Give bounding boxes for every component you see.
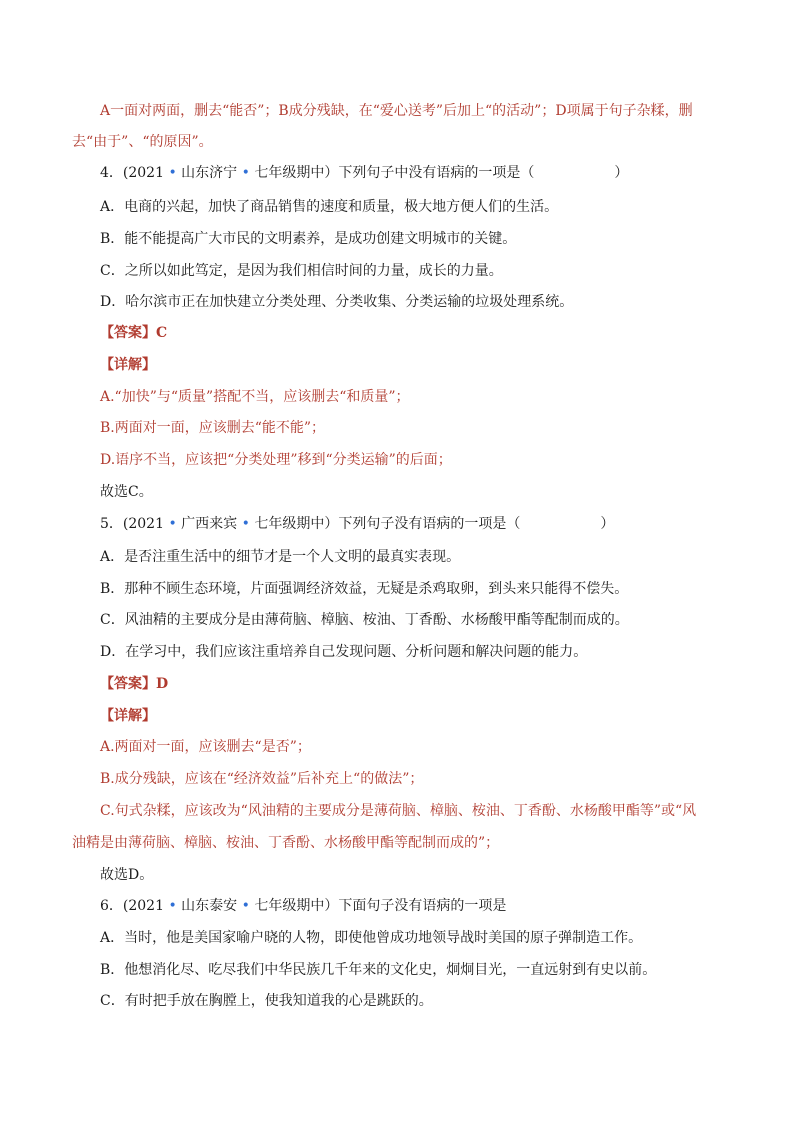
q4-dot-2: • (241, 165, 250, 181)
q4-answer: 【答案】C (100, 325, 168, 341)
q4-option-a: A．电商的兴起，加快了商品销售的速度和质量，极大地方便人们的生活。 (100, 199, 559, 215)
q5-option-c: C．风油精的主要成分是由薄荷脑、樟脑、桉油、丁香酚、水杨酸甲酯等配制而成的。 (100, 612, 629, 628)
intro-line-1: A一面对两面，删去“能否”；B成分残缺，在“爱心送考”后加上“的活动”；D项属于句子杂糅，删 (100, 103, 693, 119)
q4-option-b: B．能不能提高广大市民的文明素养，是成功创建文明城市的关键。 (100, 231, 517, 247)
q4-option-c: C．之所以如此笃定，是因为我们相信时间的力量，成长的力量。 (100, 263, 503, 279)
q4-stem: 七年级期中）下列句子中没有语病的一项是（ (254, 165, 535, 181)
q5-option-d: D．在学习中，我们应该注重培养自己发现问题、分析问题和解决问题的能力。 (100, 644, 588, 660)
q5-explain-a: A.两面对一面，应该删去“是否”； (100, 739, 311, 755)
q6-source: 山东泰安 (181, 898, 238, 914)
q5-explain-c-line-2: 油精是由薄荷脑、樟脑、桉油、丁香酚、水杨酸甲酯等配制而成的”； (72, 835, 500, 851)
q5-explain-b: B.成分残缺，应该在“经济效益”后补充上“的做法”； (100, 771, 424, 787)
q6-dot-1: • (168, 898, 177, 914)
q6-option-b: B．他想消化尽、吃尽我们中华民族几千年来的文化史，炯炯目光，一直远射到有史以前。 (100, 962, 657, 978)
q5-explain-c-line-1: C.句式杂糅，应该改为“风油精的主要成分是薄荷脑、樟脑、桉油、丁香酚、水杨酸甲酯等”或“风 (100, 803, 697, 819)
q5-source: 广西来宾 (181, 516, 238, 532)
q5-conclusion: 故选D。 (100, 867, 154, 883)
q4-close-paren: ） (614, 165, 629, 181)
q6-option-a: A．当时，他是美国家喻户晓的人物，即使他曾成功地领导战时美国的原子弹制造工作。 (100, 930, 643, 946)
q5-close-paren: ） (600, 516, 615, 532)
q5-option-b: B．那种不顾生态环境，片面强调经济效益，无疑是杀鸡取卵，到头来只能得不偿失。 (100, 581, 629, 597)
intro-line-2: 去“由于”、“的原因”。 (72, 134, 213, 150)
q5-answer: 【答案】D (100, 676, 169, 692)
q6-stem: 七年级期中）下面句子没有语病的一项是 (254, 898, 507, 914)
q5-stem: 七年级期中）下列句子没有语病的一项是（ (254, 516, 521, 532)
q4-explain-a: A.“加快”与“质量”搭配不当，应该删去“和质量”； (100, 389, 410, 405)
q5-detail-label: 【详解】 (100, 708, 156, 724)
q5-number: 5．(2021 (100, 516, 164, 532)
q6-heading (100, 896, 506, 916)
q4-option-d: D．哈尔滨市正在加快建立分类处理、分类收集、分类运输的垃圾处理系统。 (100, 294, 574, 310)
q4-dot-1: • (168, 165, 177, 181)
q5-option-a: A．是否注重生活中的细节才是一个人文明的最真实表现。 (100, 549, 461, 565)
q6-dot-2: • (241, 898, 250, 914)
q4-conclusion: 故选C。 (100, 484, 153, 500)
q4-source: 山东济宁 (181, 165, 238, 181)
q4-number: 4．(2021 (100, 165, 164, 181)
q4-heading (100, 163, 628, 183)
q5-dot-1: • (168, 516, 177, 532)
q4-explain-b: B.两面对一面，应该删去“能不能”； (100, 420, 326, 436)
q5-dot-2: • (241, 516, 250, 532)
q6-number: 6．(2021 (100, 898, 164, 914)
q5-heading (100, 514, 614, 534)
q4-detail-label: 【详解】 (100, 357, 156, 373)
q6-option-c: C．有时把手放在胸膛上，使我知道我的心是跳跃的。 (100, 993, 433, 1009)
q4-explain-d: D.语序不当，应该把“分类处理”移到“分类运输”的后面； (100, 452, 452, 468)
